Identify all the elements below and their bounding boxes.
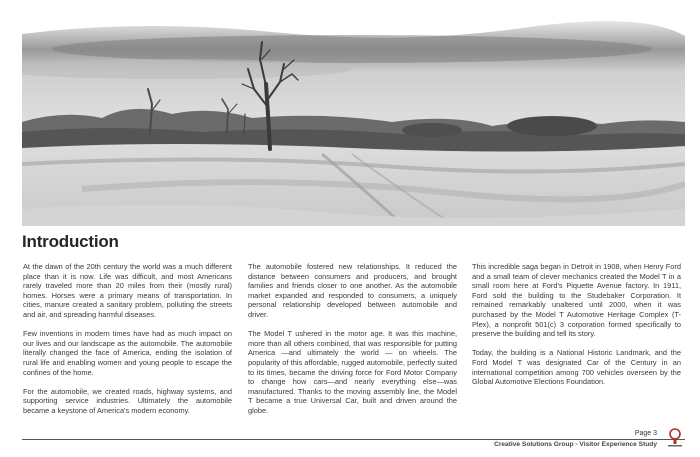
paragraph: Today, the building is a National Historic Landmark, and the Ford Model T was designated Car of the Century in an international competition among 700 vehicles overseen by the Global Automotive Elections Foundation.: [472, 348, 681, 387]
section-title: Introduction: [22, 232, 119, 251]
company-logo-icon: [666, 427, 684, 449]
paragraph: The Model T ushered in the motor age. It was this machine, more than all others combined, that was responsible for putting America —and ultimately the world — on wheels. The popularity of this affordable, rugged automobile, perfectly suited to its times, became the driving force for Ford Motor Company to change how cars—and nearly everything else—was manufactured. Thanks to the moving assembly line, the Model T became a true Universal Car, built and driven around the globe.: [248, 329, 457, 415]
text-column-3: [472, 262, 681, 396]
paragraph: This incredible saga began in Detroit in 1908, when Henry Ford and a small team of clever mechanics created the Model T in a small room here at Ford's Piquette Avenue factory. In 1911, Ford sold the building to the Studebaker Corporation. It remained remarkably unaltered until 2000, when it was purchased by the Model T Automotive Heritage Complex (T-Plex), a nonprofit 501(c) 3 corporation formed specifically to preserve the building and tell its story.: [472, 262, 681, 339]
paragraph: At the dawn of the 20th century the world was a much different place than it is now. Life was difficult, and most Americans rarely traveled more than 20 miles from their (mostly rural) homes. Horses were a primary means of transportation. In cities, manure created a sanitary problem, polluting the streets and air, and spreading harmful diseases.: [23, 262, 232, 319]
text-column-1: [23, 262, 232, 425]
paragraph: Few inventions in modern times have had as much impact on our lives and our landscape as the automobile. The automobile literally changed the face of America, ending the isolation of rural life and enabling women and young people to escape the confines of the home.: [23, 329, 232, 377]
text-column-2: [248, 262, 457, 425]
page-number: Page 3: [634, 430, 657, 437]
footer-divider: [22, 439, 685, 440]
hero-landscape-image: [22, 14, 685, 226]
paragraph: The automobile fostered new relationships. It reduced the distance between consumers and producers, and brought families and friends closer to one another. As the automobile market expanded and responded to consumers, a uniquely personal relationship developed between automobile and driver.: [248, 262, 457, 319]
paragraph: For the automobile, we created roads, highway systems, and supporting service industries. Ultimately the automobile became a keystone of America's modern economy.: [23, 386, 232, 415]
footer-credit: Creative Solutions Group - Visitor Experience Study: [494, 441, 657, 448]
